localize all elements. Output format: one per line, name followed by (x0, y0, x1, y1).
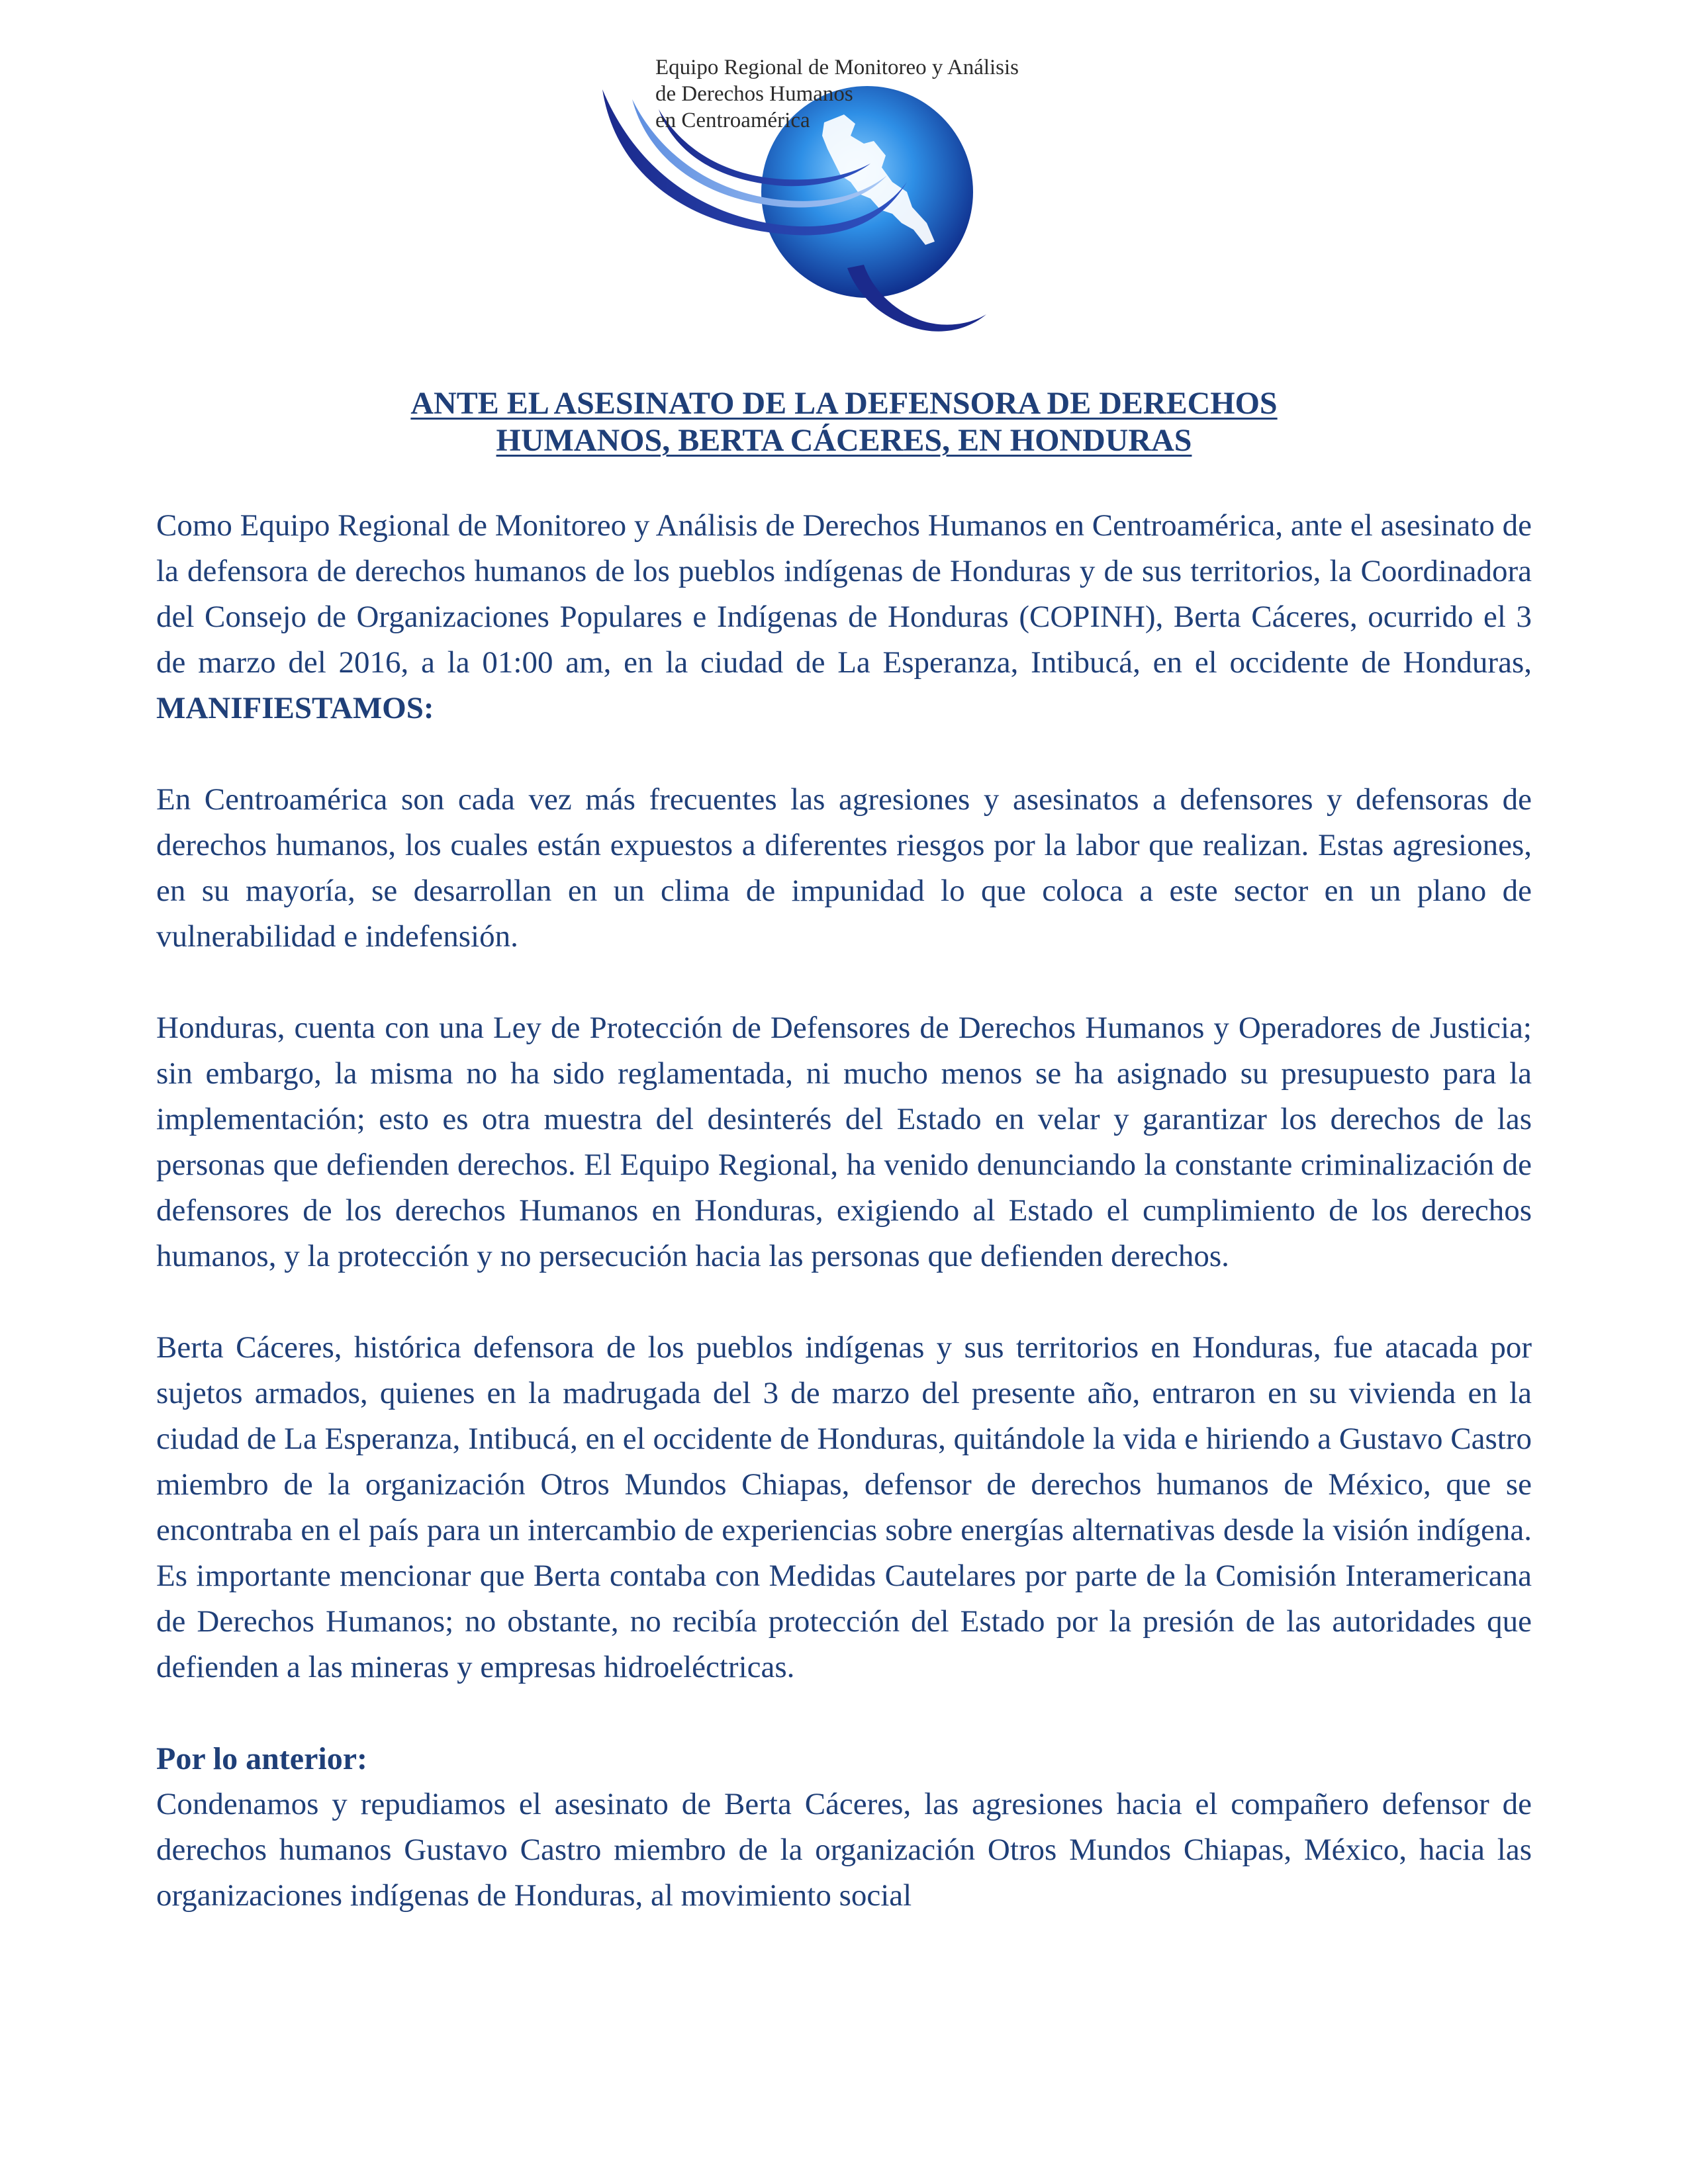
paragraph-1 (156, 503, 1532, 731)
document-body (156, 503, 1532, 1919)
document-title (156, 385, 1532, 459)
title-line-1: ANTE EL ASESINATO DE LA DEFENSORA DE DERECHOS (410, 386, 1278, 421)
manifiestamos-emphasis: MANIFIESTAMOS: (156, 691, 434, 725)
paragraph-2: En Centroamérica son cada vez más frecuentes las agresiones y asesinatos a defensores y defensoras de derechos humanos, los cuales están expuestos a diferentes riesgos por la labor que realizan. Estas agresiones, en su mayoría, se desarrollan en un clima de impunidad lo que coloca a este sector en un plano de vulnerabilidad e indefensión. (156, 782, 1532, 954)
logo-text-line-2: de Derechos Humanos (655, 82, 853, 106)
section-heading: Por lo anterior: (156, 1741, 368, 1776)
paragraph-3: Honduras, cuenta con una Ley de Protección de Defensores de Derechos Humanos y Operadores de Justicia; sin embargo, la misma no ha sido reglamentada, ni mucho menos se ha asignado su presupuesto para la implementación; esto es otra muestra del desinterés del Estado en velar y garantizar los derechos de las personas que defienden derechos. El Equipo Regional, ha venido denunciando la constante criminalización de defensores de los derechos Humanos en Honduras, exigiendo al Estado el cumplimiento de los derechos humanos, y la protección y no persecución hacia las personas que defienden derechos. (156, 1011, 1532, 1273)
paragraph-1-text: Como Equipo Regional de Monitoreo y Análisis de Derechos Humanos en Centroamérica, ante el asesinato de la defensora de derechos humanos de los pueblos indígenas de Honduras y de sus territorios, la Coordinadora del Consejo de Organizaciones Populares e Indígenas de Honduras (COPINH), Berta Cáceres, ocurrido el 3 de marzo del 2016, a la 01:00 am, en la ciudad de La Esperanza, Intibucá, en el occidente de Honduras, (156, 508, 1532, 680)
logo-text-line-3: en Centroamérica (655, 109, 810, 132)
paragraph-4: Berta Cáceres, histórica defensora de los pueblos indígenas y sus territorios en Honduras, fue atacada por sujetos armados, quienes en la madrugada del 3 de marzo del presente año, entraron en su vivienda en la ciudad de La Esperanza, Intibucá, en el occidente de Honduras, quitándole la vida e hiriendo a Gustavo Castro miembro de la organización Otros Mundos Chiapas, defensor de derechos humanos de México, que se encontraba en el país para un intercambio de experiencias sobre energías alternativas desde la visión indígena. Es importante mencionar que Berta contaba con Medidas Cautelares por parte de la Comisión Interamericana de Derechos Humanos; no obstante, no recibía protección del Estado por la presión de las autoridades que defienden a las mineras y empresas hidroeléctricas. (156, 1330, 1532, 1684)
logo-text (655, 54, 1019, 134)
title-line-2: HUMANOS, BERTA CÁCERES, EN HONDURAS (496, 423, 1192, 458)
logo-text-line-1: Equipo Regional de Monitoreo y Análisis (655, 56, 1019, 79)
paragraph-5: Condenamos y repudiamos el asesinato de Berta Cáceres, las agresiones hacia el compañero defensor de derechos humanos Gustavo Castro miembro de la organización Otros Mundos Chiapas, México, hacia las organizaciones indígenas de Honduras, al movimiento social (156, 1787, 1532, 1913)
